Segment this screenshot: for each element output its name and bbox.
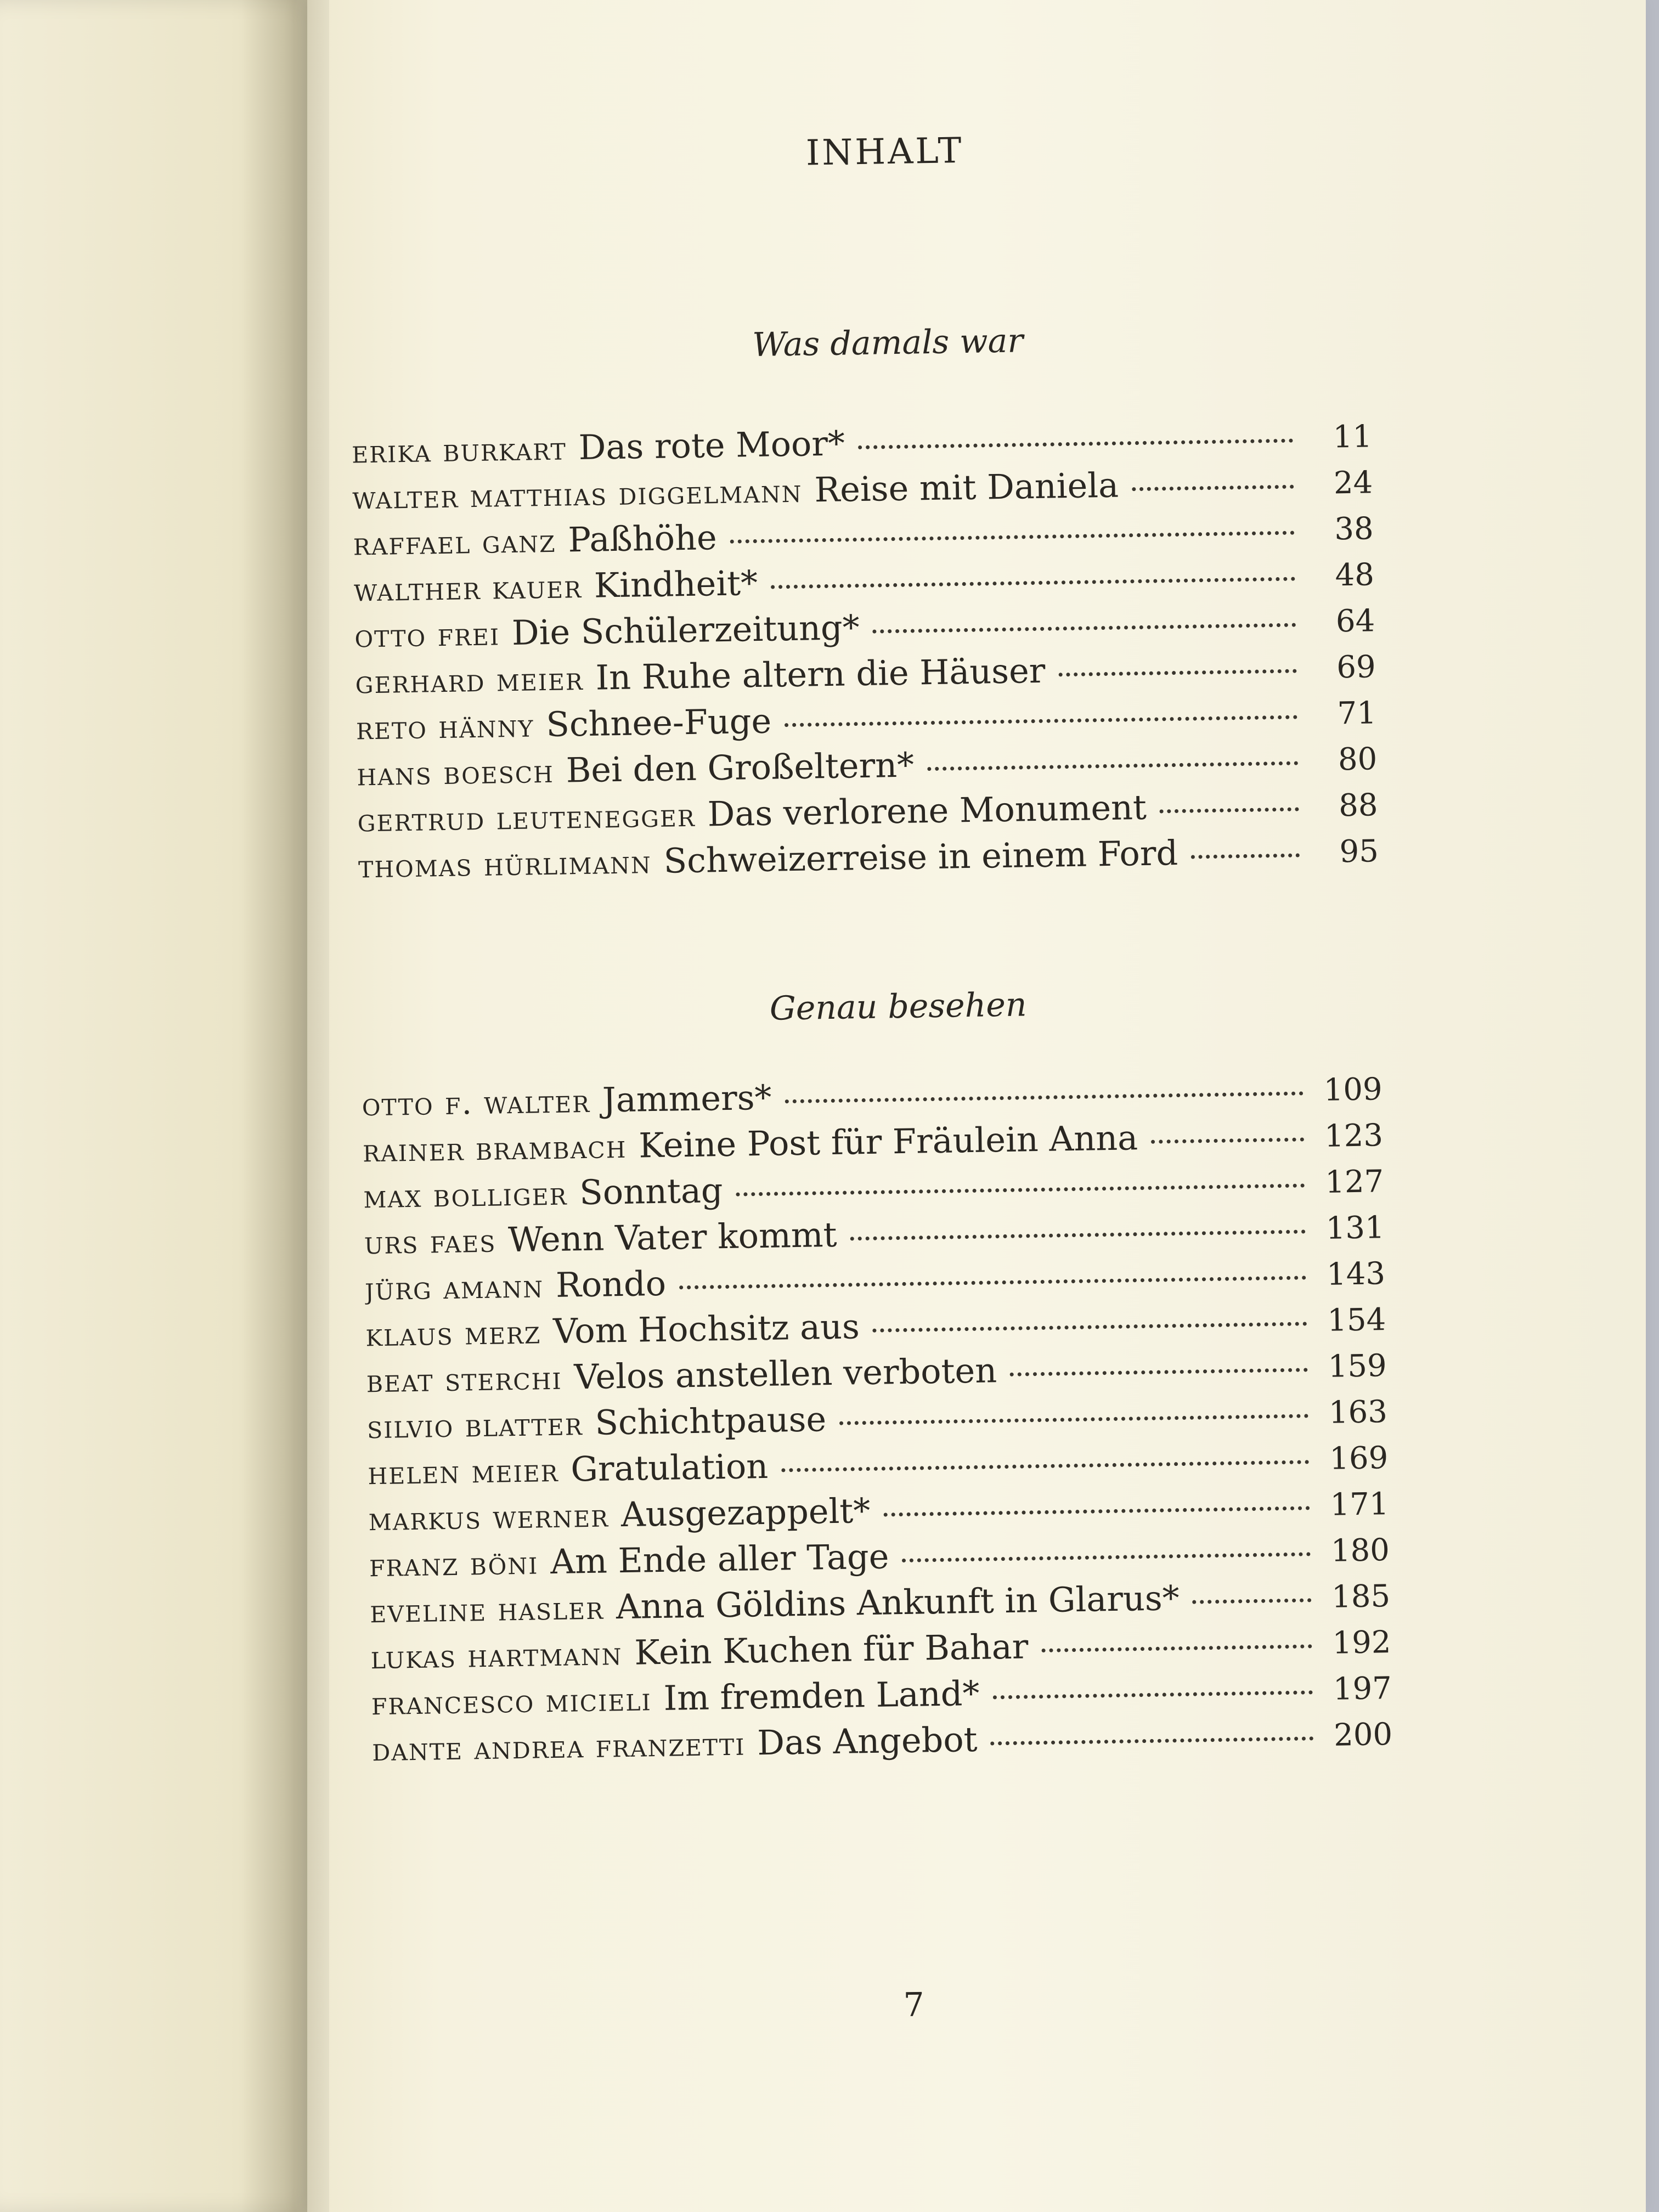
dot-leader [839, 1414, 1308, 1425]
entry-author: max bolliger [363, 1175, 568, 1216]
toc-list [362, 1068, 1393, 1775]
dot-leader [679, 1276, 1306, 1289]
entry-page: 171 [1330, 1486, 1390, 1523]
dot-leader [771, 577, 1295, 589]
entry-title: Die Schülerzeitung* [511, 607, 860, 653]
dot-leader [1058, 669, 1296, 677]
page-heading: INHALT [805, 130, 964, 174]
entry-title: Jammers* [602, 1077, 772, 1120]
entry-author: reto hänny [356, 707, 534, 747]
entry-page: 11 [1333, 419, 1373, 455]
entry-author: rainer brambach [362, 1127, 627, 1170]
entry-page: 180 [1330, 1532, 1390, 1569]
entry-page: 80 [1338, 741, 1378, 778]
dot-leader [785, 715, 1297, 727]
entry-title: Anna Göldins Ankunft in Glarus* [616, 1578, 1180, 1627]
entry-author: hans boesch [356, 752, 555, 793]
entry-page: 88 [1338, 787, 1379, 824]
dot-leader [781, 1460, 1309, 1472]
entry-author: franz böni [369, 1544, 539, 1584]
entry-title: Das Angebot [757, 1719, 978, 1763]
dot-leader [873, 623, 1296, 634]
entry-title: In Ruhe altern die Häuser [595, 650, 1046, 698]
entry-page: 127 [1324, 1164, 1384, 1200]
entry-author: gertrud leutenegger [357, 796, 696, 839]
dot-leader [736, 1183, 1305, 1196]
entry-author: erika burkart [351, 430, 567, 471]
dot-leader [927, 761, 1298, 771]
entry-author: raffael ganz [353, 522, 557, 563]
entry-author: francesco micieli [371, 1680, 652, 1723]
entry-page: 131 [1325, 1210, 1385, 1246]
entry-author: beat sterchi [366, 1359, 563, 1400]
entry-title: Im fremden Land* [663, 1673, 980, 1718]
entry-page: 69 [1336, 649, 1376, 686]
entry-title: Schnee-Fuge [545, 701, 772, 745]
entry-author: thomas hürlimann [358, 843, 652, 885]
entry-page: 24 [1333, 465, 1373, 501]
dot-leader [902, 1552, 1311, 1562]
entry-page: 123 [1324, 1118, 1384, 1154]
dot-leader [883, 1506, 1310, 1516]
entry-page: 38 [1334, 511, 1374, 548]
entry-page: 159 [1328, 1348, 1387, 1385]
entry-title: Keine Post für Fräulein Anna [638, 1118, 1138, 1166]
entry-author: jürg amann [364, 1267, 544, 1308]
entry-author: urs faes [364, 1222, 496, 1262]
entry-author: dante andrea franzetti [371, 1725, 746, 1769]
entry-author: otto f. walter [362, 1082, 591, 1124]
entry-author: eveline hasler [369, 1589, 605, 1630]
dot-leader [1132, 485, 1294, 492]
entry-title: Sonntag [579, 1170, 724, 1213]
dot-leader [991, 1736, 1314, 1745]
entry-title: Reise mit Daniela [814, 465, 1119, 510]
entry-title: Das rote Moor* [578, 423, 845, 468]
entry-page: 185 [1331, 1578, 1391, 1615]
entry-page: 71 [1337, 695, 1377, 732]
entry-title: Bei den Großeltern* [566, 744, 915, 791]
entry-title: Das verlorene Monument [707, 787, 1147, 834]
dot-leader [992, 1690, 1312, 1699]
entry-title: Kein Kuchen für Bahar [634, 1626, 1029, 1673]
entry-page: 200 [1333, 1717, 1393, 1753]
entry-page: 48 [1335, 557, 1375, 594]
entry-page: 109 [1323, 1071, 1383, 1108]
dot-leader [1151, 1137, 1304, 1143]
entry-page: 169 [1329, 1440, 1389, 1477]
entry-title: Schweizerreise in einem Ford [663, 832, 1178, 881]
dot-leader [1160, 808, 1299, 814]
dot-leader [1010, 1368, 1308, 1376]
entry-title: Kindheit* [594, 562, 758, 606]
toc-list [352, 415, 1379, 891]
entry-title: Wenn Vater kommt [507, 1214, 838, 1260]
entry-author: helen meier [367, 1451, 559, 1492]
entry-page: 95 [1339, 833, 1379, 870]
dot-leader [1041, 1644, 1312, 1652]
entry-author: walter matthias diggelmann [352, 472, 803, 517]
entry-author: lukas hartmann [370, 1635, 623, 1677]
page-number: 7 [903, 1985, 925, 2025]
entry-page: 192 [1332, 1624, 1391, 1661]
entry-author: gerhard meier [355, 659, 584, 701]
entry-author: klaus merz [365, 1313, 541, 1354]
dot-leader [858, 439, 1293, 449]
entry-author: markus werner [368, 1497, 610, 1538]
entry-author: silvio blatter [366, 1405, 584, 1446]
entry-title: Paßhöhe [567, 517, 718, 560]
entry-page: 163 [1328, 1394, 1388, 1431]
entry-page: 154 [1327, 1302, 1386, 1339]
section-title: Genau besehen [769, 985, 1027, 1028]
entry-title: Ausgezappelt* [620, 1490, 871, 1535]
entry-page: 64 [1335, 603, 1375, 640]
dot-leader [850, 1229, 1306, 1240]
dot-leader [785, 1091, 1304, 1103]
entry-title: Am Ende aller Tage [550, 1536, 889, 1582]
entry-title: Velos anstellen verboten [573, 1350, 997, 1397]
entry-title: Gratulation [570, 1446, 769, 1489]
entry-title: Schichtpause [594, 1399, 827, 1443]
entry-page: 197 [1333, 1671, 1392, 1707]
entry-page: 143 [1326, 1256, 1386, 1293]
dot-leader [1191, 853, 1300, 859]
dot-leader [873, 1322, 1307, 1332]
dot-leader [1193, 1598, 1312, 1604]
entry-title: Rondo [555, 1263, 667, 1305]
entry-author: otto frei [354, 615, 500, 655]
table-of-contents-page [345, 0, 1454, 2212]
entry-title: Vom Hochsitz aus [552, 1306, 860, 1351]
entry-author: walther kauer [353, 567, 583, 609]
dot-leader [730, 531, 1295, 544]
section-title: Was damals war [752, 321, 1024, 365]
book-gutter [241, 0, 329, 2212]
